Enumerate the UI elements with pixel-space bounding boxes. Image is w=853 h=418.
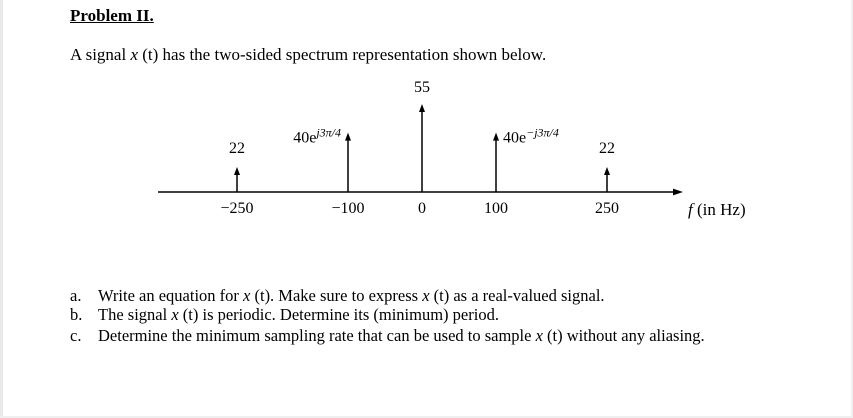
- tick-label-minus-250: −250: [220, 200, 254, 217]
- intro-text-2: (t) has the two-sided spectrum representation shown below.: [138, 45, 547, 64]
- stem-label-minus-250: 22: [229, 140, 245, 157]
- question-a-var-1: x: [243, 286, 251, 305]
- question-c: [70, 326, 705, 346]
- axis-arrowhead: [673, 189, 683, 196]
- tick-label-plus-250: 250: [595, 200, 619, 217]
- stem-arrowhead-plus-250: [604, 167, 610, 175]
- question-c-text-2: (t) without any aliasing.: [542, 326, 705, 345]
- stem-label-minus-100: $40e^{j3\pi/4}$: [293, 125, 341, 147]
- question-b-text-2: (t) is periodic. Determine its (minimum) period.: [178, 305, 499, 324]
- tick-label-plus-100: 100: [484, 200, 508, 217]
- problem-title: Problem II.: [70, 6, 154, 25]
- question-a: [70, 286, 605, 306]
- question-b: [70, 305, 499, 325]
- stem-arrowhead-zero: [419, 104, 425, 112]
- stem-label-plus-100: $40e^{-j3\pi/4}$: [503, 125, 559, 147]
- question-b-var: x: [171, 305, 179, 324]
- tick-label-zero: 0: [418, 200, 426, 217]
- question-a-var-2: x: [422, 286, 430, 305]
- intro-signal-var: x: [130, 45, 138, 64]
- question-b-text-1: The signal: [98, 305, 172, 324]
- question-c-label: c.: [70, 326, 82, 345]
- stem-label-zero: 55: [414, 79, 430, 96]
- question-c-var: x: [535, 326, 543, 345]
- stem-arrowhead-minus-250: [234, 167, 240, 175]
- stem-arrowhead-minus-100: [345, 133, 351, 141]
- question-a-text-2: (t). Make sure to express: [250, 286, 423, 305]
- x-axis-label: f (in Hz): [688, 200, 746, 219]
- question-a-label: a.: [70, 286, 82, 305]
- stem-label-plus-250: 22: [599, 140, 615, 157]
- tick-label-minus-100: −100: [331, 200, 365, 217]
- intro-text-1: A signal: [70, 45, 131, 64]
- question-b-label: b.: [70, 305, 83, 324]
- question-a-text-3: (t) as a real-valued signal.: [429, 286, 605, 305]
- question-a-text-1: Write an equation for: [98, 286, 244, 305]
- stem-arrowhead-plus-100: [493, 133, 499, 141]
- question-c-text-1: Determine the minimum sampling rate that can be used to sample: [98, 326, 536, 345]
